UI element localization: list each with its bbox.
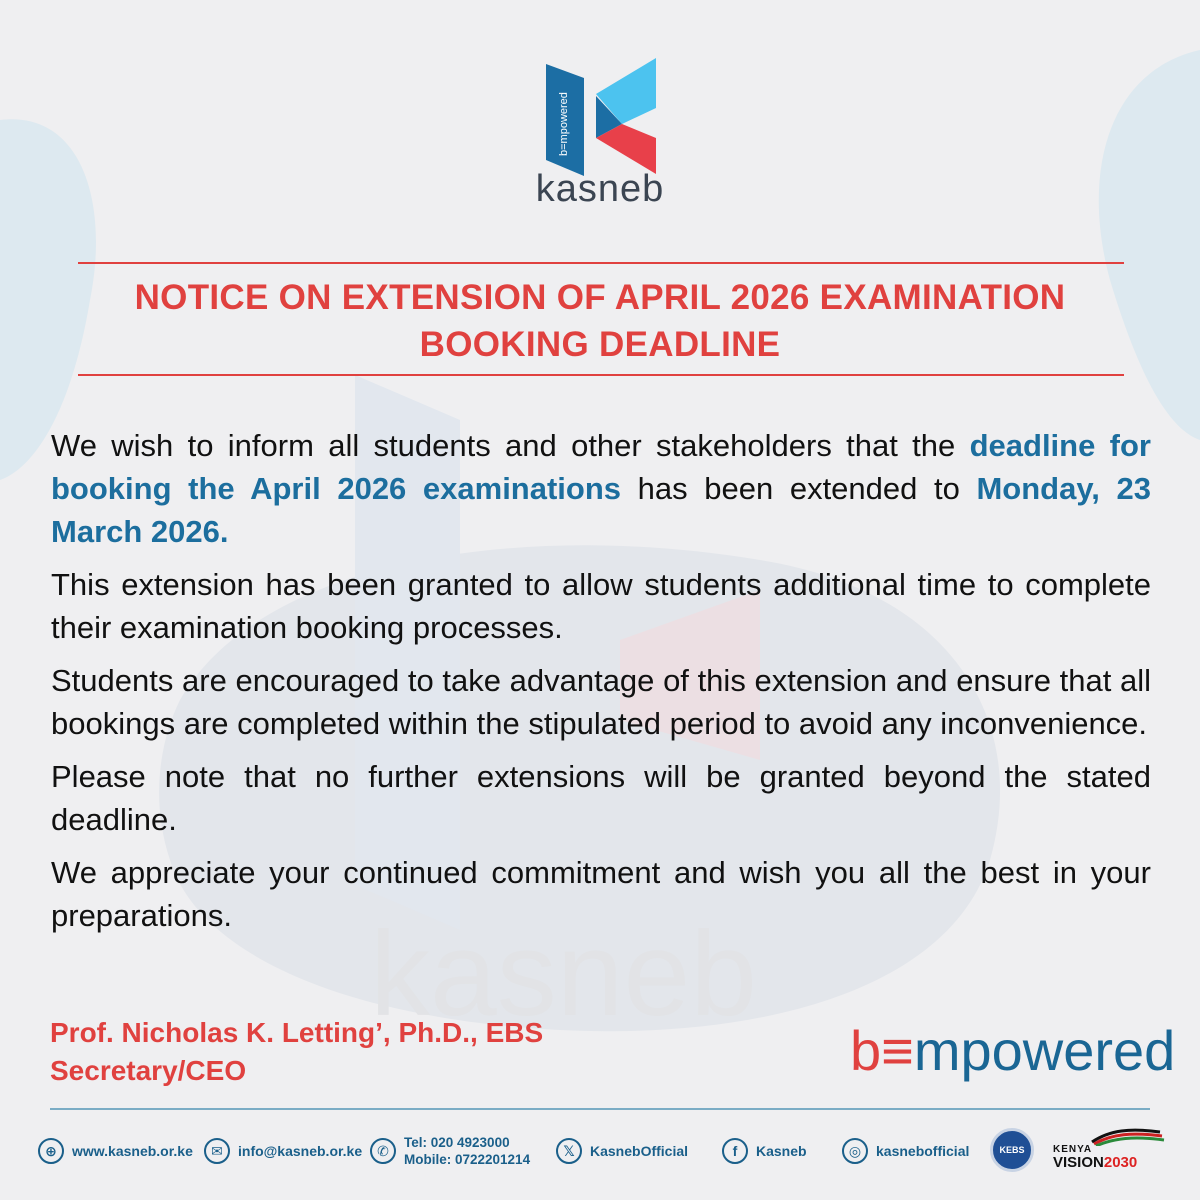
notice-body [51,424,1151,947]
p1-highlight-date: Monday, 23 March 2026. [51,471,1151,549]
title-line-2: BOOKING DEADLINE [419,325,781,364]
mobile-text: Mobile: 0722201214 [404,1152,531,1167]
p1-highlight-deadline: deadline for booking the April 2026 examinations [51,428,1151,506]
paragraph-4: Please note that no further extensions will be granted beyond the stated deadline. [51,759,1151,837]
footer-phone[interactable] [370,1134,530,1168]
globe-icon: ⊕ [38,1138,64,1164]
paragraph-5: We appreciate your continued commitment and wish you all the best in your preparations. [51,855,1151,933]
p1-text-b: has been extended to [621,471,977,506]
footer-rule [50,1108,1150,1110]
paragraph-3: Students are encouraged to take advantage of this extension and ensure that all bookings are completed within the stipulated period to avoid any inconvenience. [51,663,1151,741]
email-text: info@kasneb.or.ke [238,1143,363,1159]
logo-tagline: b=mpowered [558,92,570,156]
website-text: www.kasneb.or.ke [72,1143,193,1159]
kebs-badge-text: KEBS [999,1145,1025,1155]
instagram-text: kasnebofficial [876,1143,970,1159]
signatory-role: Secretary/CEO [50,1055,247,1086]
kebs-badge-icon [990,1128,1034,1172]
vision-text [1053,1154,1137,1171]
facebook-icon: f [722,1138,748,1164]
footer-email[interactable] [204,1138,362,1164]
title-bottom-rule [78,374,1124,376]
logo-wordmark: kasneb [535,168,665,210]
vision-year: 2030 [1103,1154,1138,1171]
footer-instagram[interactable] [842,1138,969,1164]
notice-title [60,274,1140,368]
paragraph-1 [51,424,1151,553]
footer-website[interactable] [38,1138,193,1164]
tel-text: Tel: 020 4923000 [404,1135,510,1150]
signatory-name: Prof. Nicholas K. Letting’, Ph.D., EBS [50,1017,544,1048]
signature-block [50,1014,543,1090]
footer-contacts [38,1130,1168,1180]
paragraph-2: This extension has been granted to allow students additional time to complete their examination booking processes. [51,567,1151,645]
facebook-text: Kasneb [756,1143,807,1159]
title-line-1: NOTICE ON EXTENSION OF APRIL 2026 EXAMINATION [134,278,1066,317]
kenya-vision-2030-logo [1050,1130,1162,1174]
footer-x[interactable] [556,1138,688,1164]
phone-icon: ✆ [370,1138,396,1164]
x-handle-text: KasnebOfficial [590,1143,689,1159]
vision-word: VISION [1053,1154,1104,1171]
instagram-icon: ◎ [842,1138,868,1164]
vision-swoosh-icon [1090,1126,1200,1146]
footer-facebook[interactable] [722,1138,807,1164]
vision-kenya-text: KENYA [1053,1144,1093,1155]
p1-text-a: We wish to inform all students and other stakeholders that the [51,428,970,463]
watermark-text: kasneb [370,907,757,1041]
bempowered-logo: b≡mpowered [850,1019,1176,1082]
email-icon: ✉ [204,1138,230,1164]
title-top-rule [78,262,1124,264]
x-icon: 𝕏 [556,1138,582,1164]
